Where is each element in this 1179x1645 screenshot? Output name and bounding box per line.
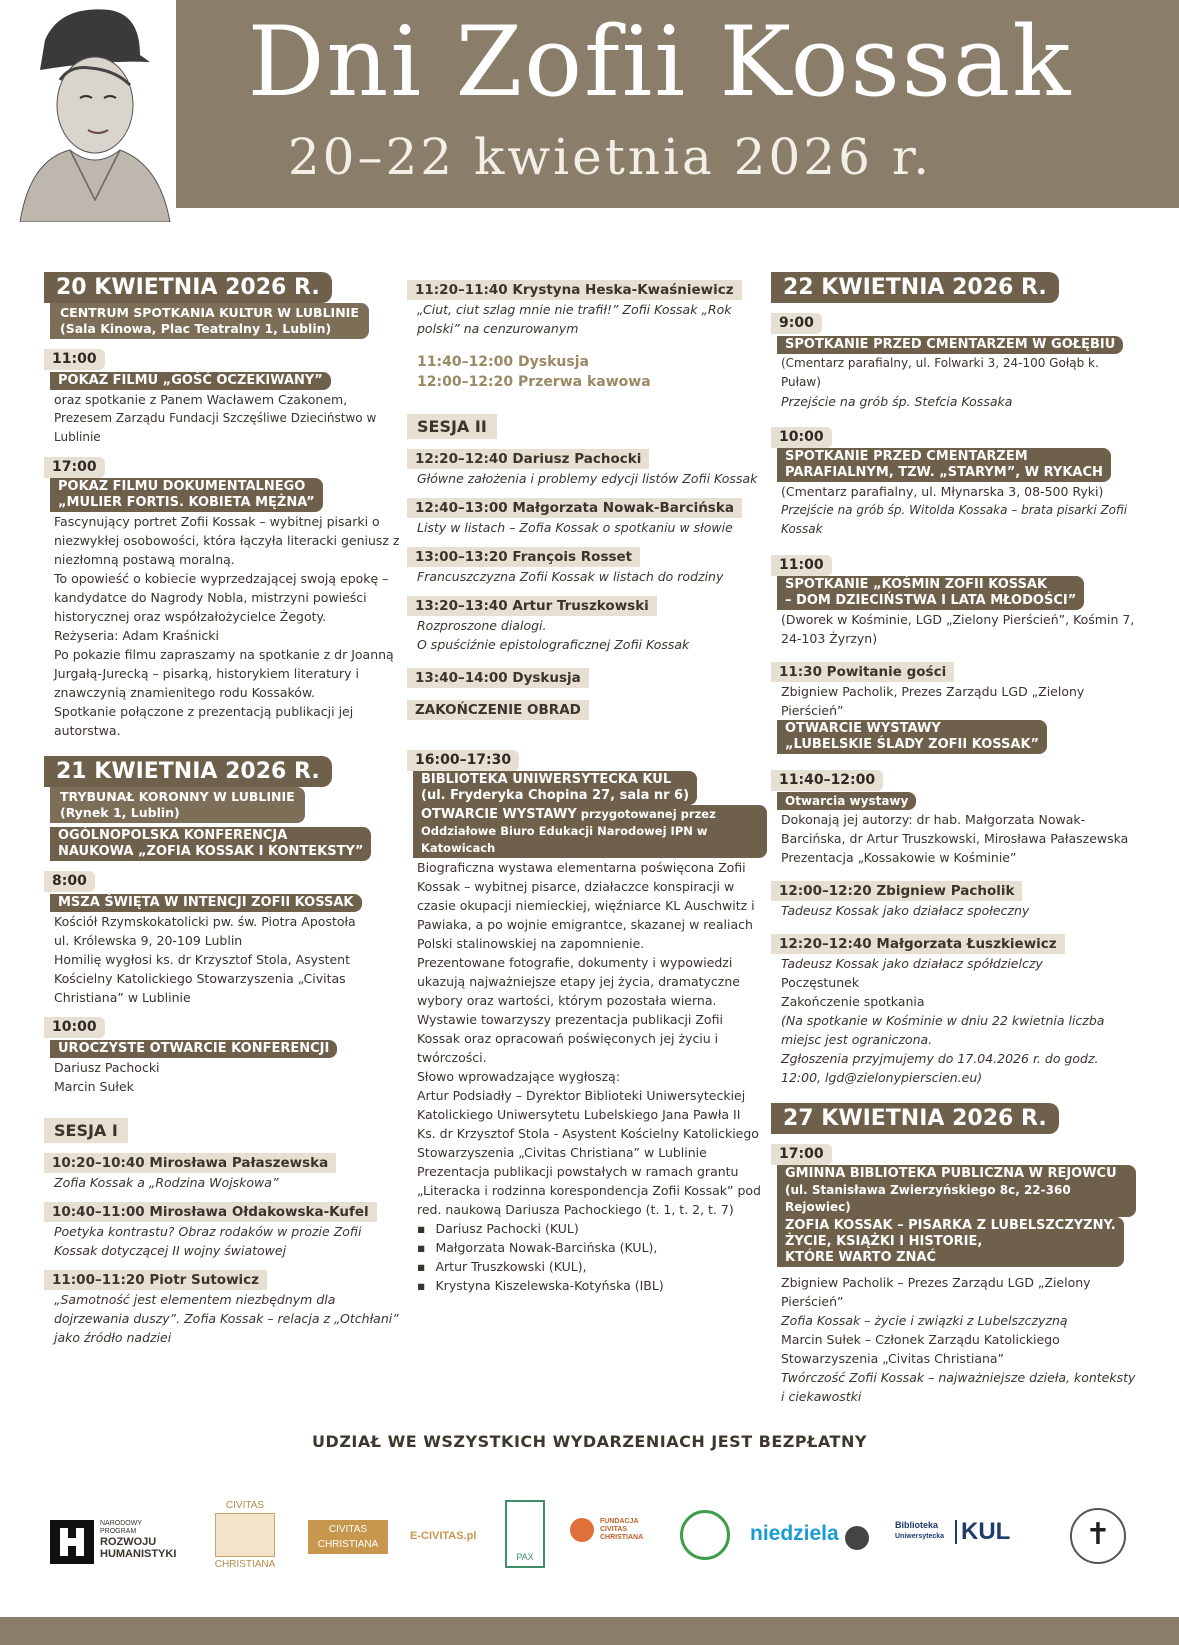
list-item: ▪ Krystyna Kiszelewska-Kotyńska (IBL) — [417, 1276, 767, 1295]
day-heading: 27 KWIETNIA 2026 R. — [771, 1103, 1059, 1134]
event-title — [777, 1217, 1124, 1267]
event-title-line: KTÓRE WARTO ZNAĆ — [785, 1250, 937, 1265]
event-desc: Twórczość Zofii Kossak – najważniejsze dzieła, konteksty i ciekawostki — [781, 1370, 1136, 1404]
logo-text: HUMANISTYKI — [100, 1548, 177, 1560]
venue-address: (ul. Fryderyka Chopina 27, sala nr 6) — [421, 788, 690, 803]
event-title-line: POKAZ FILMU DOKUMENTALNEGO — [58, 479, 306, 494]
talk-speaker: 11:00–11:20 Piotr Sutowicz — [44, 1270, 267, 1290]
logo-text: Biblioteka — [895, 1520, 939, 1530]
cross-seal-icon: ✝ — [1070, 1508, 1126, 1564]
event-desc: Poczęstunek — [781, 975, 860, 990]
conference-title-line: OGÓLNOPOLSKA KONFERENCJA — [58, 828, 288, 843]
venue-address: (Rynek 1, Lublin) — [60, 805, 180, 820]
event-title-line: ŻYCIE, KSIĄŻKI I HISTORIE, — [785, 1234, 983, 1249]
column-conference-continued — [407, 280, 767, 1295]
session-heading: SESJA I — [44, 1118, 128, 1143]
logo-text: CHRISTIANA — [600, 1534, 644, 1541]
logo-text: Uniwersytecka — [895, 1533, 945, 1540]
event-title-line: „MULIER FORTIS. KOBIETA MĘŻNA” — [58, 495, 315, 510]
talk-title: Francuszczyzna Zofii Kossak w listach do rodziny — [417, 569, 724, 584]
event-time: 17:00 — [771, 1144, 832, 1165]
talk-speaker: 12:40–13:00 Małgorzata Nowak-Barcińska — [407, 498, 742, 518]
free-entry-notice: UDZIAŁ WE WSZYSTKICH WYDARZENIACH JEST BEZPŁATNY — [312, 1432, 867, 1451]
pax-logo — [505, 1500, 545, 1568]
venue-address: (Sala Kinowa, Plac Teatralny 1, Lublin) — [60, 321, 332, 336]
column-april-22-27 — [771, 272, 1136, 1406]
event-time: 11:00 — [771, 555, 832, 576]
event-time: 10:00 — [44, 1017, 105, 1038]
event-title-line: przygotowanej przez — [576, 807, 716, 821]
venue-label — [777, 1165, 1136, 1217]
event-desc: Ks. dr Krzysztof Stola - Asystent Kościelny Katolickiego Stowarzyszenia „Civitas Christiana” w Lublinie — [417, 1126, 759, 1160]
talk-title: Poetyka kontrastu? Obraz rodaków w prozie Zofii Kossak dotyczącej II wojny światowej — [54, 1224, 362, 1258]
venue-label — [413, 771, 697, 805]
e-civitas-logo: E-CIVITAS.pl — [410, 1530, 477, 1542]
talk-title: Główne założenia i problemy edycji listów Zofii Kossak — [417, 471, 758, 486]
publication-authors-list — [407, 1219, 767, 1295]
talk-title: O spuściźnie epistolograficznej Zofii Kossak — [417, 637, 690, 652]
schedule-item: 11:40–12:00 Dyskusja — [417, 354, 589, 370]
venue-label — [50, 787, 305, 823]
event-desc: Zbigniew Pacholik, Prezes Zarządu LGD „Zielony Pierścień” — [781, 684, 1085, 718]
event-desc: Prezentacja publikacji powstałych w ramach grantu „Literacka i rodzinna korespondencja Zofii Kossak” pod red. naukową Dariusza Pachockiego (t. 1, t. 2, t. 7) — [417, 1164, 761, 1217]
event-desc: Kościół Rzymskokatolicki pw. św. Piotra Apostoła — [54, 914, 356, 929]
event-title-line: OTWARCIE WYSTAWY — [421, 807, 577, 822]
logo-text: niedziela — [750, 1522, 839, 1545]
talk-speaker: 11:20–11:40 Krystyna Heska-Kwaśniewicz — [407, 280, 742, 300]
event-title — [777, 448, 1111, 482]
event-desc: Dariusz Pachocki — [54, 1060, 160, 1075]
biblioteka-kul-logo — [895, 1518, 1011, 1545]
conference-title — [50, 827, 371, 861]
talk-title: „Samotność jest elementem niezbędnym dla dojrzewania duszy”. Zofia Kossak – relacja z „Otchłani” jako źródło nadziei — [54, 1292, 399, 1345]
talk-speaker: 12:00–12:20 Zbigniew Pacholik — [771, 881, 1022, 901]
venue-name: BIBLIOTEKA UNIWERSYTECKA KUL — [421, 772, 672, 787]
logo-text: PAX — [516, 1552, 534, 1562]
logo-text: KUL — [955, 1520, 1010, 1544]
closing-label: ZAKOŃCZENIE OBRAD — [407, 700, 589, 720]
tree-icon — [570, 1518, 594, 1542]
talk-speaker: 12:20–12:40 Dariusz Pachocki — [407, 449, 649, 469]
venue-address: (ul. Stanisława Zwierzyńskiego 8c, 22-360 Rejowiec) — [785, 1183, 1071, 1214]
talk-title: Zofia Kossak a „Rodzina Wojskowa” — [54, 1175, 279, 1190]
talk-speaker: 12:20–12:40 Małgorzata Łuszkiewicz — [771, 934, 1065, 954]
event-desc: Marcin Sułek — [54, 1079, 134, 1094]
nprh-h-icon — [50, 1520, 94, 1564]
logo-text: CIVITAS — [600, 1526, 628, 1533]
event-desc: (Cmentarz parafialny, ul. Młynarska 3, 08-500 Ryki) — [781, 484, 1104, 499]
event-desc: Prezesem Zarządu Fundacji Szczęśliwe Dzieciństwo w Lublinie — [54, 411, 377, 444]
event-title: UROCZYSTE OTWARCIE KONFERENCJI — [50, 1040, 337, 1058]
list-item: ▪ Dariusz Pachocki (KUL) — [417, 1219, 767, 1238]
event-time: 17:00 — [44, 457, 105, 478]
event-desc: To opowieść o kobiecie wyprzedzającej swoją epokę – kandydatce do Nagrody Nobla, mistrzyni powieści historycznej oraz współzałożycielce Żegoty. — [54, 571, 389, 624]
civitas-christiana-logo-2 — [308, 1520, 388, 1554]
schedule-item: 12:00–12:20 Przerwa kawowa — [417, 374, 651, 390]
event-desc: (Cmentarz parafialny, ul. Folwarki 3, 24-100 Gołąb k. Puław) — [781, 356, 1099, 389]
event-title: MSZA ŚWIĘTA W INTENCJI ZOFII KOSSAK — [50, 894, 362, 912]
event-desc: (Dworek w Kośminie, LGD „Zielony Pierścień”, Kośmin 7, 24-103 Żyrzyn) — [781, 612, 1135, 646]
event-desc: Prezentowane fotografie, dokumenty i wypowiedzi ukazują najważniejsze etapy jej życia, dramatyczne wybory oraz wartości, którym pozostała wierna. — [417, 955, 740, 1008]
conference-title-line: NAUKOWA „ZOFIA KOSSAK I KONTEKSTY” — [58, 844, 364, 859]
event-desc: Przejście na grób śp. Witolda Kossaka – brata pisarki Zofii Kossak — [781, 503, 1128, 536]
event-time: 9:00 — [771, 313, 822, 334]
event-time: 8:00 — [44, 871, 95, 892]
talk-speaker: 10:40–11:00 Mirosława Ołdakowska-Kufel — [44, 1202, 377, 1222]
zielony-pierscien-logo — [680, 1510, 730, 1560]
event-desc: Homilię wygłosi ks. dr Krzysztof Stola, Asystent Kościelny Katolickiego Stowarzyszenia „Civitas Christiana” w Lublinie — [54, 952, 351, 1005]
event-title-line: PARAFIALNYM, TZW. „STARYM”, W RYKACH — [785, 465, 1103, 480]
event-title-line: SPOTKANIE PRZED CMENTARZEM — [785, 449, 1028, 464]
event-title — [413, 805, 767, 858]
talk-speaker: 13:00–13:20 François Rosset — [407, 547, 640, 567]
column-april-20-21 — [44, 272, 404, 1347]
day-heading: 20 KWIETNIA 2026 R. — [44, 272, 332, 303]
event-desc: Wystawie towarzyszy prezentacja publikacji Zofii Kossak oraz opracowań poświęconych jej życiu i twórczości. — [417, 1012, 723, 1065]
logo-text: FUNDACJA — [600, 1518, 639, 1525]
event-time: 10:00 — [771, 427, 832, 448]
logo-text: CHRISTIANA — [317, 1539, 379, 1550]
event-title-line: – DOM DZIECIŃSTWA I LATA MŁODOŚCI” — [785, 593, 1077, 608]
venue-label — [50, 303, 369, 339]
event-time: 11:00 — [44, 349, 105, 370]
niedziela-logo — [750, 1522, 839, 1546]
event-note: Zgłoszenia przyjmujemy do 17.04.2026 r. do godz. 12:00, lgd@zielonypierscien.eu) — [781, 1051, 1099, 1085]
event-title-line: SPOTKANIE „KOŚMIN ZOFII KOSSAK — [785, 577, 1048, 592]
discussion: 13:40–14:00 Dyskusja — [407, 668, 589, 688]
day-heading: 21 KWIETNIA 2026 R. — [44, 756, 332, 787]
event-desc: Fascynujący portret Zofii Kossak – wybitnej pisarki o niezwykłej osobowości, która łączyła literacki geniusz z niezłomną postawą moralną. — [54, 514, 400, 567]
event-note: (Na spotkanie w Kośminie w dniu 22 kwietnia liczba miejsc jest ograniczona. — [781, 1013, 1105, 1047]
event-desc: Spotkanie połączone z prezentacją publikacji jej autorstwa. — [54, 704, 354, 738]
event-time: 11:40–12:00 — [771, 770, 883, 791]
logo-text: PROGRAM — [100, 1528, 137, 1535]
list-item: ▪ Małgorzata Nowak-Barcińska (KUL), — [417, 1238, 767, 1257]
logo-text: ROZWOJU — [100, 1536, 157, 1548]
event-desc: Zakończenie spotkania — [781, 994, 925, 1009]
event-title — [50, 478, 323, 512]
event-desc: Biograficzna wystawa elementarna poświęcona Zofii Kossak – wybitnej pisarce, działaczce konspiracji w czasie okupacji niemieckiej, więźniarce KL Auschwitz i Pawiaka, a po wojnie emigrantce, skazanej w realiach Polski stalinowskiej na zapomnienie. — [417, 860, 755, 951]
event-desc: Słowo wprowadzające wygłoszą: — [417, 1069, 621, 1084]
event-desc: Zofia Kossak – życie i związki z Lubelszczyzną — [781, 1313, 1068, 1328]
event-desc: Artur Podsiadły – Dyrektor Biblioteki Uniwersyteckiej Katolickiego Uniwersytetu Lubelskiego Jana Pawła II — [417, 1088, 746, 1122]
session-heading: SESJA II — [407, 414, 497, 439]
talk-title: „Ciut, ciut szlag mnie nie trafił!” Zofii Kossak „Rok polski” na cenzurowanym — [417, 302, 732, 336]
venue-name: TRYBUNAŁ KORONNY W LUBLINIE — [60, 789, 295, 804]
talk-title: Rozproszone dialogi. — [417, 618, 547, 633]
event-title — [777, 720, 1047, 754]
event-title-line: Oddziałowe Biuro Edukacji Narodowej IPN w Katowicach — [421, 824, 708, 855]
event-time: 16:00–17:30 — [407, 750, 519, 771]
event-title: SPOTKANIE PRZED CMENTARZEM W GOŁĘBIU — [777, 336, 1123, 354]
list-item: ▪ Artur Truszkowski (KUL), — [417, 1257, 767, 1276]
page-subtitle: 20–22 kwietnia 2026 r. — [287, 128, 933, 186]
event-desc: Zbigniew Pacholik – Prezes Zarządu LGD „Zielony Pierścień” — [781, 1275, 1091, 1309]
event-desc: Prezentacja „Kossakowie w Kośminie” — [781, 850, 1017, 865]
logo-text: CIVITAS — [328, 1524, 368, 1535]
talk-title: Tadeusz Kossak jako działacz spółdzielczy — [781, 956, 1043, 971]
talk-title: Listy w listach – Zofia Kossak o spotkaniu w słowie — [417, 520, 733, 535]
civitas-christiana-logo — [210, 1500, 280, 1570]
event-title: Otwarcia wystawy — [777, 792, 916, 810]
event-desc: oraz spotkanie z Panem Wacławem Czakonem, — [54, 392, 348, 407]
logo-text: NARODOWY — [100, 1520, 142, 1527]
footer-bar — [0, 1617, 1179, 1645]
talk-title: Tadeusz Kossak jako działacz społeczny — [781, 903, 1030, 918]
talk-speaker: 10:20–10:40 Mirosława Pałaszewska — [44, 1153, 336, 1173]
event-title-line: „LUBELSKIE ŚLADY ZOFII KOSSAK” — [785, 737, 1040, 752]
event-desc: Dokonają jej autorzy: dr hab. Małgorzata Nowak-Barcińska, dr Artur Truszkowski, Mirosława Pałaszewska — [781, 812, 1129, 846]
event-desc: Marcin Sułek – Członek Zarządu Katolickiego Stowarzyszenia „Civitas Christiana” — [781, 1332, 1060, 1366]
event-title-line: OTWARCIE WYSTAWY — [785, 721, 941, 736]
event-title-line: ZOFIA KOSSAK – PISARKA Z LUBELSZCZYZNY. — [785, 1218, 1116, 1233]
event-desc: Reżyseria: Adam Kraśnicki — [54, 628, 219, 643]
globe-icon — [845, 1526, 869, 1550]
page-title: Dni Zofii Kossak — [247, 6, 1073, 118]
logo-text: CHRISTIANA — [214, 1559, 276, 1570]
day-heading: 22 KWIETNIA 2026 R. — [771, 272, 1059, 303]
event-desc: Przejście na grób śp. Stefcia Kossaka — [781, 394, 1013, 409]
event-desc: ul. Królewska 9, 20-109 Lublin — [54, 933, 243, 948]
venue-name: CENTRUM SPOTKANIA KULTUR W LUBLINIE — [60, 305, 359, 320]
event-desc: Po pokazie filmu zapraszamy na spotkanie z dr Joanną Jurgałą-Jurecką – pisarką, historykiem literatury i znawczynią znamienitego rodu Kossaków. — [54, 647, 394, 700]
talk-speaker: 13:20–13:40 Artur Truszkowski — [407, 596, 657, 616]
event-title — [777, 576, 1084, 610]
logo-text: CIVITAS — [225, 1500, 265, 1511]
venue-name: GMINNA BIBLIOTEKA PUBLICZNA W REJOWCU — [785, 1166, 1117, 1181]
event-time: 11:30 Powitanie gości — [771, 662, 954, 682]
event-title: POKAZ FILMU „GOŚĆ OCZEKIWANY” — [50, 372, 331, 390]
sponsor-logos — [50, 1500, 1140, 1580]
